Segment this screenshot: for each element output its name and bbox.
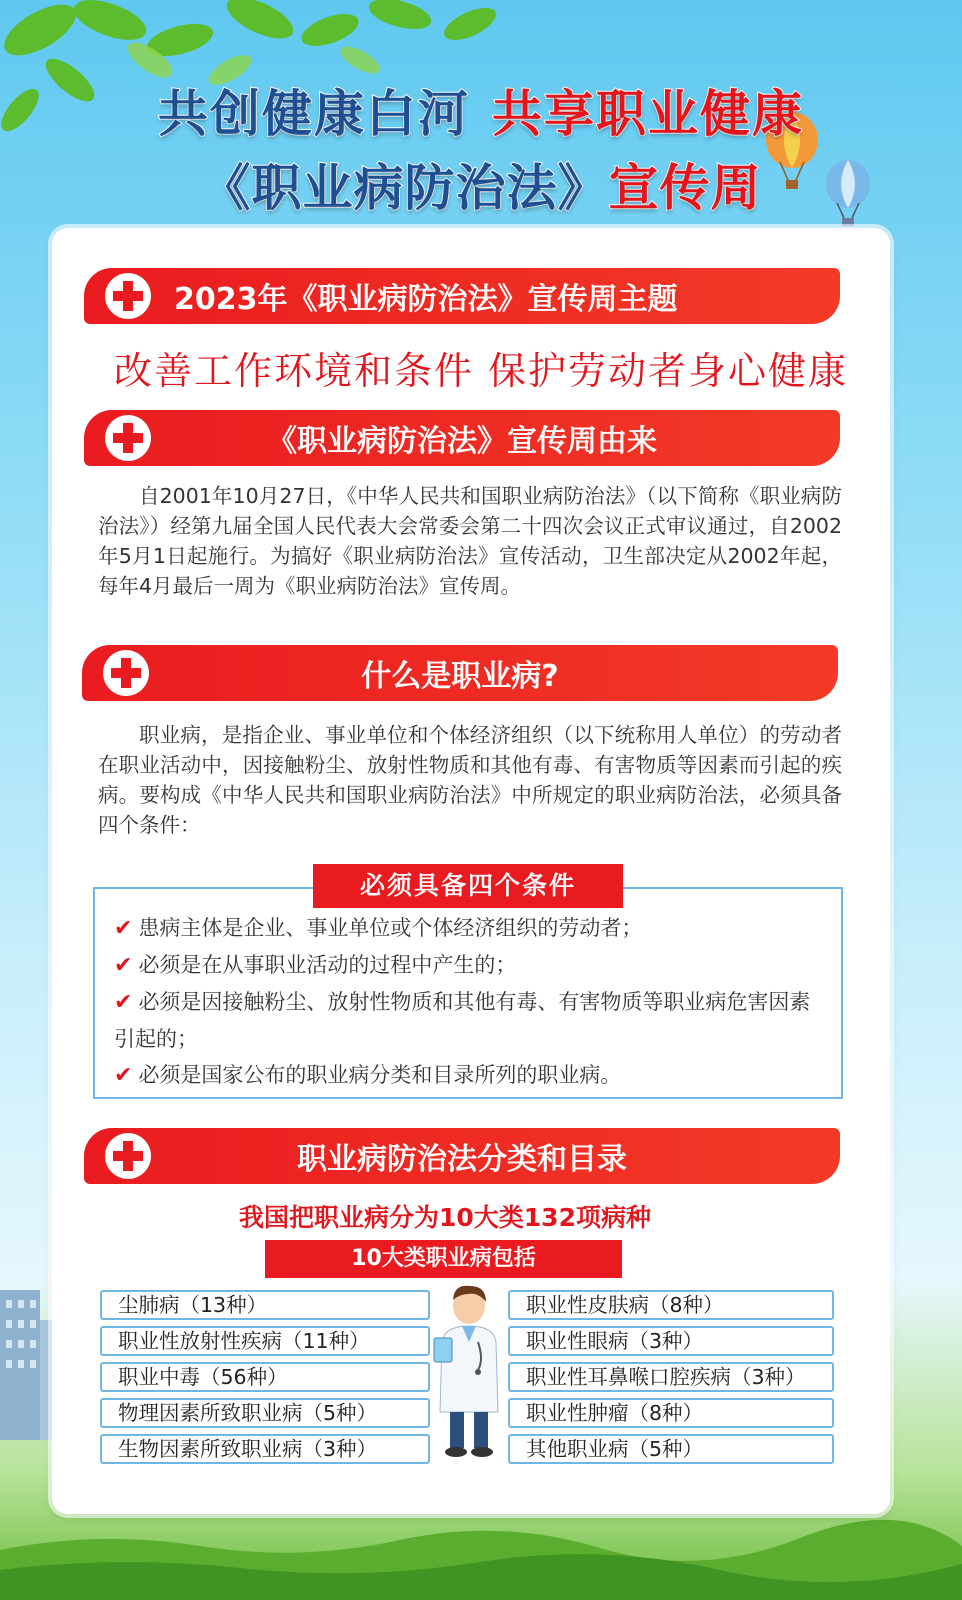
disease-item-left-3: 职业中毒（56种）	[100, 1362, 430, 1392]
checkmark-icon: ✔	[114, 916, 133, 941]
title2-part-blue: 《职业病防治法》	[200, 159, 609, 217]
title2-part-red: 宣传周	[608, 159, 762, 217]
catalog-heading-bar	[84, 1128, 840, 1184]
title-part-blue: 共创健康白河	[158, 85, 470, 143]
catalog-subtitle: 我国把职业病分为10大类132项病种	[239, 1203, 651, 1232]
origin-heading-bar	[84, 410, 840, 466]
checkmark-icon: ✔	[114, 1063, 133, 1088]
doctor-illustration-icon	[432, 1282, 506, 1466]
what-heading: 什么是职业病?	[361, 659, 559, 694]
red-cross-icon	[104, 414, 152, 462]
disease-item-right-4: 职业性肿瘤（8种）	[508, 1398, 834, 1428]
disease-item-right-3: 职业性耳鼻喉口腔疾病（3种）	[508, 1362, 834, 1392]
buildings-decoration	[0, 1290, 60, 1440]
disease-item-left-4: 物理因素所致职业病（5种）	[100, 1398, 430, 1428]
disease-item-right-1: 职业性皮肤病（8种）	[508, 1290, 834, 1320]
origin-paragraph: 自2001年10月27日，《中华人民共和国职业病防治法》（以下简称《职业病防治法》）经第九届全国人民代表大会常委会第二十四次会议正式审议通过，自2002年5月1日起施行。为搞好《职业病防治法》宣传活动，卫生部决定从2002年起，每年4月最后一周为《职业病防治法》宣传周。	[98, 484, 842, 598]
main-title-line-2	[0, 148, 962, 220]
condition-item: ✔ 患病主体是企业、事业单位或个体经济组织的劳动者；	[114, 916, 643, 941]
disease-item-left-1: 尘肺病（13种）	[100, 1290, 430, 1320]
disease-item-right-5: 其他职业病（5种）	[508, 1434, 834, 1464]
theme-heading-bar	[84, 268, 840, 324]
conditions-title: 必须具备四个条件	[313, 864, 623, 908]
main-title-line-1	[0, 74, 962, 146]
disease-item-right-2: 职业性眼病（3种）	[508, 1326, 834, 1356]
conditions-list	[114, 910, 826, 1094]
title-part-red: 共享职业健康	[492, 85, 804, 143]
red-cross-icon	[104, 1132, 152, 1180]
red-cross-icon	[104, 272, 152, 320]
what-heading-bar	[82, 645, 838, 701]
checkmark-icon: ✔	[114, 990, 133, 1015]
catalog-heading: 职业病防治法分类和目录	[297, 1142, 627, 1177]
checkmark-icon: ✔	[114, 953, 133, 978]
theme-slogan: 改善工作环境和条件 保护劳动者身心健康	[113, 349, 849, 393]
grass-decoration	[0, 1510, 962, 1600]
catalog-pill: 10大类职业病包括	[265, 1240, 622, 1278]
disease-item-left-2: 职业性放射性疾病（11种）	[100, 1326, 430, 1356]
condition-item: ✔ 必须是因接触粉尘、放射性物质和其他有毒、有害物质等职业病危害因素引起的；	[114, 990, 811, 1051]
origin-heading: 《职业病防治法》宣传周由来	[267, 424, 657, 459]
condition-item: ✔ 必须是在从事职业活动的过程中产生的；	[114, 953, 517, 978]
disease-item-left-5: 生物因素所致职业病（3种）	[100, 1434, 430, 1464]
condition-item: ✔ 必须是国家公布的职业病分类和目录所列的职业病。	[114, 1063, 622, 1088]
theme-heading: 2023年《职业病防治法》宣传周主题	[174, 282, 678, 317]
red-cross-icon	[102, 649, 150, 697]
what-paragraph: 职业病，是指企业、事业单位和个体经济组织（以下统称用人单位）的劳动者在职业活动中，因接触粉尘、放射性物质和其他有毒、有害物质等因素而引起的疾病。要构成《中华人民共和国职业病防治法》中所规定的职业病防治法，必须具备四个条件：	[98, 723, 842, 837]
